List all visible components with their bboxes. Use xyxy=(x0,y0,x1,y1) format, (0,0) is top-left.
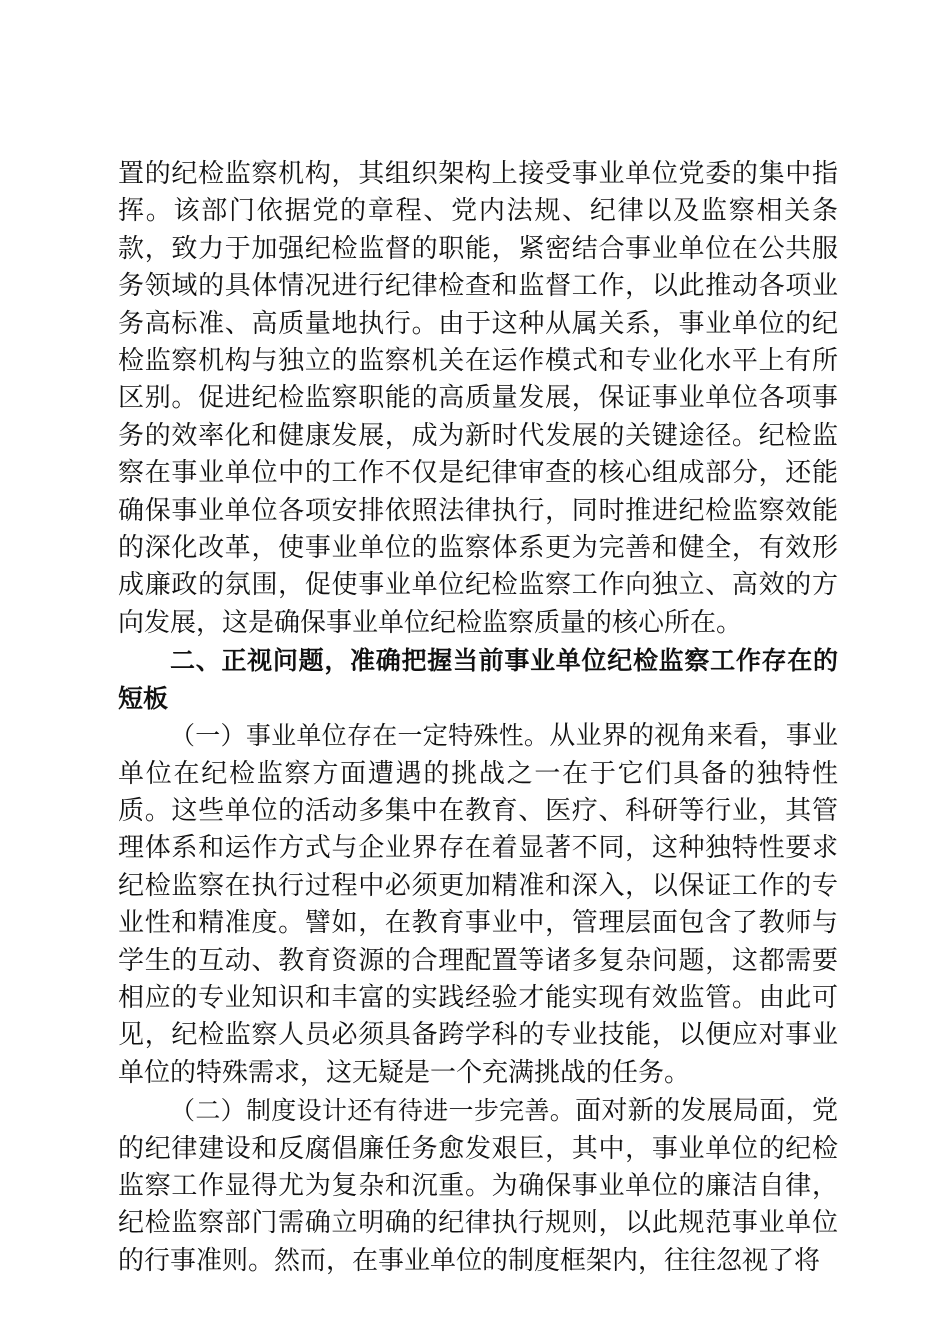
document-body xyxy=(118,156,838,1280)
subsection-body-1: 从业界的视角来看，事业单位在纪检监察方面遭遇的挑战之一在于它们具备的独特性质。这些单位的活动多集中在教育、医疗、科研等行业，其管理体系和运作方式与企业界存在着显著不同，这种独特性要求纪检监察在执行过程中必须更加精准和深入，以保证工作的专业性和精准度。譬如，在教育事业中，管理层面包含了教师与学生的互动、教育资源的合理配置等诸多复杂问题，这都需要相应的专业知识和丰富的实践经验才能实现有效监管。由此可见，纪检监察人员必须具备跨学科的专业技能，以便应对事业单位的特殊需求，这无疑是一个充满挑战的任务。 xyxy=(118,721,838,1088)
subsection-body-2: 面对新的发展局面，党的纪律建设和反腐倡廉任务愈发艰巨，其中，事业单位的纪检监察工作显得尤为复杂和沉重。为确保事业单位的廉洁自律，纪检监察部门需确立明确的纪律执行规则，以此规范事业单位的行事准则。然而，在事业单位的制度框架内，往往忽视了将 xyxy=(118,1096,838,1276)
section-heading: 二、正视问题，准确把握当前事业单位纪检监察工作存在的短板 xyxy=(118,646,838,713)
subsection-title-1: （一）事业单位存在一定特殊性。 xyxy=(170,721,550,751)
body-paragraph: 置的纪检监察机构，其组织架构上接受事业单位党委的集中指挥。该部门依据党的章程、党内法规、纪律以及监察相关条款，致力于加强纪检监督的职能，紧密结合事业单位在公共服务领域的具体情况进行纪律检查和监督工作，以此推动各项业务高标准、高质量地执行。由于这种从属关系，事业单位的纪检监察机构与独立的监察机关在运作模式和专业化水平上有所区别。促进纪检监察职能的高质量发展，保证事业单位各项事务的效率化和健康发展，成为新时代发展的关键途径。纪检监察在事业单位中的工作不仅是纪律审查的核心组成部分，还能确保事业单位各项安排依照法律执行，同时推进纪检监察效能的深化改革，使事业单位的监察体系更为完善和健全，有效形成廉政的氛围，促使事业单位纪检监察工作向独立、高效的方向发展，这是确保事业单位纪检监察质量的核心所在。 xyxy=(118,159,838,638)
subsection-title-2: （二）制度设计还有待进一步完善。 xyxy=(170,1096,576,1126)
subsection-paragraph-1 xyxy=(118,717,838,1092)
subsection-paragraph-2 xyxy=(118,1092,838,1280)
